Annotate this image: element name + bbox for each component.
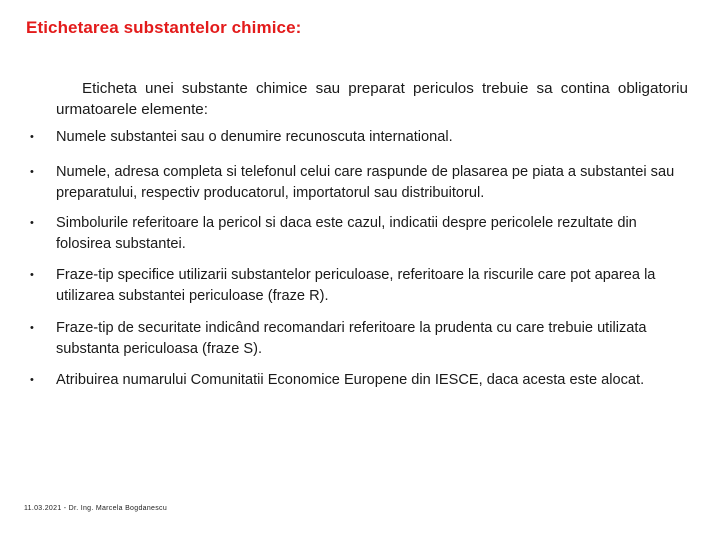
bullet-text: Fraze-tip de securitate indicând recomandari referitoare la prudenta cu care trebuie utilizata substanta periculoasa (fraze S). bbox=[56, 320, 647, 357]
bullet-dot: • bbox=[30, 217, 34, 229]
bullet-dot: • bbox=[30, 131, 34, 143]
bullet-text: Numele substantei sau o denumire recunoscuta international. bbox=[56, 129, 453, 145]
footer-date-author: 11.03.2021 - Dr. Ing. Marcela Bogdanescu bbox=[24, 505, 168, 512]
intro-paragraph: Eticheta unei substante chimice sau preparat periculos trebuie sa contina obligatoriu urmatoarele elemente: bbox=[56, 80, 688, 118]
bullet-text: Fraze-tip specifice utilizarii substantelor periculoase, referitoare la riscurile care pot aparea la utilizarea substantei periculoase (fraze R). bbox=[56, 267, 656, 304]
slide-title: Etichetarea substantelor chimice: bbox=[26, 18, 302, 37]
bullet-text: Atribuirea numarului Comunitatii Economice Europene din IESCE, daca acesta este alocat. bbox=[56, 372, 645, 388]
bullet-text: Simbolurile referitoare la pericol si daca este cazul, indicatii despre pericolele rezultate din folosirea substantei. bbox=[56, 215, 637, 252]
bullet-dot: • bbox=[30, 166, 34, 178]
bullet-dot: • bbox=[30, 322, 34, 334]
bullet-text: Numele, adresa completa si telefonul celui care raspunde de plasarea pe piata a substantei sau preparatului, respectiv producatorul, importatorul sau distribuitorul. bbox=[56, 164, 675, 201]
bullet-dot: • bbox=[30, 269, 34, 281]
bullet-dot: • bbox=[30, 374, 34, 386]
